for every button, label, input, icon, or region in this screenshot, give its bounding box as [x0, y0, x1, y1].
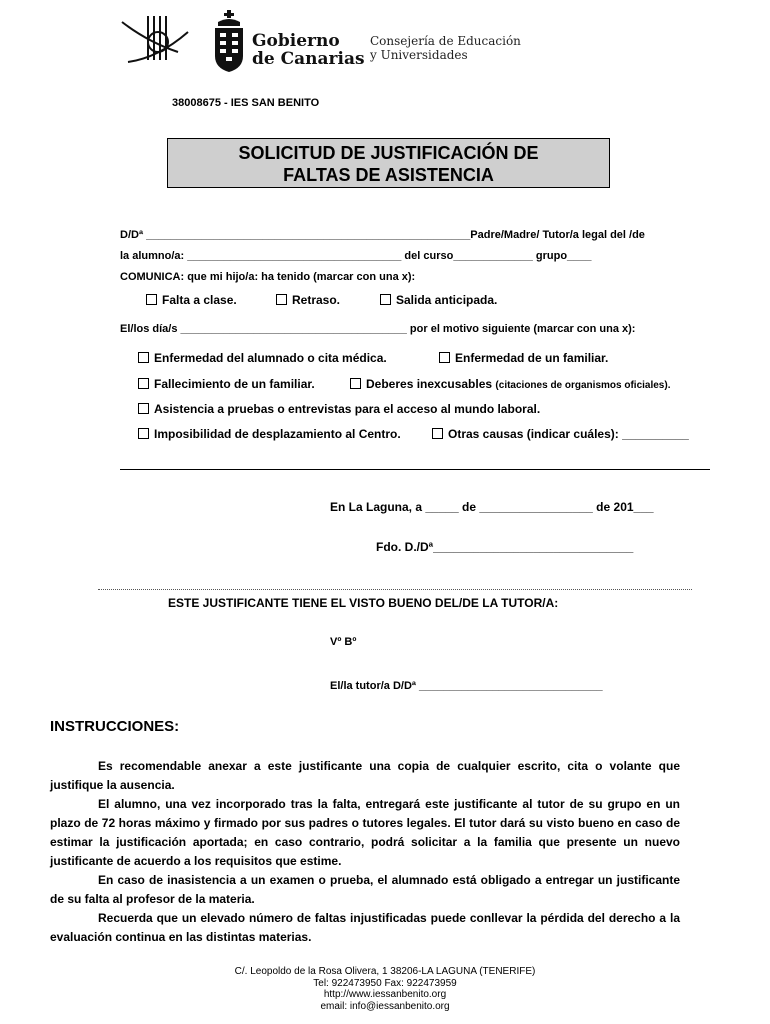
gobierno-canarias-shield-icon — [212, 10, 246, 72]
reason-label: Otras causas (indicar cuáles): __________ — [448, 427, 689, 441]
place-date-line[interactable]: En La Laguna, a _____ de _________________ de 201___ — [330, 500, 654, 514]
reason-label: Fallecimiento de un familiar. — [154, 377, 315, 391]
reason-label: Enfermedad del alumnado o cita médica. — [154, 351, 387, 365]
reason-asistencia-pruebas[interactable] — [138, 402, 540, 416]
instruction-paragraph-1 — [50, 757, 680, 795]
form-title — [167, 138, 610, 188]
option-falta-clase[interactable] — [146, 293, 237, 307]
reason-note: (citaciones de organismos oficiales). — [495, 380, 671, 391]
checkbox[interactable] — [138, 428, 149, 439]
footer-email-link[interactable]: email: info@iessanbenito.org — [320, 1000, 450, 1012]
reason-label: Asistencia a pruebas o entrevistas para el acceso al mundo laboral. — [154, 402, 541, 416]
checkbox[interactable] — [439, 352, 450, 363]
gov-name — [252, 32, 365, 68]
reason-imposibilidad[interactable] — [138, 427, 401, 441]
checkbox[interactable] — [350, 378, 361, 389]
instruction-paragraph-3 — [50, 871, 680, 909]
instruction-paragraph-4 — [50, 909, 680, 947]
instruction-text: En caso de inasistencia a un examen o prueba, el alumnado está obligado a entregar un justificante de su falta al profesor de la materia. — [50, 873, 680, 906]
school-code: 38008675 - IES SAN BENITO — [172, 97, 320, 109]
option-salida-anticipada[interactable] — [380, 293, 497, 307]
checkbox[interactable] — [146, 294, 157, 305]
checkbox[interactable] — [380, 294, 391, 305]
gov-name-line2: de Canarias — [252, 49, 365, 69]
reason-fallecimiento[interactable] — [138, 377, 315, 391]
instructions-title: INSTRUCCIONES: — [50, 718, 180, 735]
reason-enfermedad-alumnado[interactable] — [138, 351, 387, 365]
checkbox[interactable] — [138, 378, 149, 389]
footer-phone: Tel: 922473950 Fax: 922473959 — [313, 977, 457, 989]
reason-label: Deberes inexcusables — [366, 377, 493, 391]
parent-signature-line[interactable]: Fdo. D./Dª______________________________ — [376, 540, 634, 554]
instruction-text: Recuerda que un elevado número de faltas injustificadas puede conllevar la pérdida del derecho a la evaluación continua en las distintas materias. — [50, 911, 680, 944]
instruction-text: Es recomendable anexar a este justificante una copia de cualquier escrito, cita o volante que justifique la ausencia. — [50, 759, 680, 792]
parent-name-line[interactable]: D/Dª _____________________________________________________Padre/Madre/ Tutor/a legal del /de — [120, 229, 645, 241]
footer-address: C/. Leopoldo de la Rosa Olivera, 1 38206-LA LAGUNA (TENERIFE) — [234, 966, 536, 977]
comunica-line: COMUNICA: que mi hijo/a: ha tenido (marcar con una x): — [120, 271, 416, 283]
instruction-paragraph-2 — [50, 795, 680, 871]
reason-otras-causas[interactable] — [432, 427, 689, 441]
footer — [0, 966, 770, 1012]
reason-label: Enfermedad de un familiar. — [455, 351, 609, 365]
instruction-text: El alumno, una vez incorporado tras la falta, entregará este justificante al tutor de su grupo en un plazo de 72 horas máximo y firmado por sus padres o tutores legales. El tutor dará su visto bueno en caso de estimar la justificación aportada; en caso contrario, podrá solicitar a la familia que presente un nuevo justificante de acuerdo a los requisitos que estime. — [50, 797, 680, 868]
title-line1: SOLICITUD DE JUSTIFICACIÓN DE — [238, 143, 539, 163]
reason-label: Imposibilidad de desplazamiento al Centro. — [154, 427, 401, 441]
free-text-line[interactable] — [120, 469, 710, 470]
option-label: Salida anticipada. — [396, 293, 498, 307]
checkbox[interactable] — [276, 294, 287, 305]
tutor-heading: ESTE JUSTIFICANTE TIENE EL VISTO BUENO DEL/DE LA TUTOR/A: — [168, 596, 559, 610]
dept-line2: y Universidades — [370, 48, 468, 62]
title-line2: FALTAS DE ASISTENCIA — [283, 165, 494, 185]
tutor-signature-line[interactable]: El/la tutor/a D/Dª ______________________________ — [330, 680, 603, 692]
visto-bueno-label: Vº Bº — [330, 636, 357, 648]
checkbox[interactable] — [138, 403, 149, 414]
gov-name-line1: Gobierno — [252, 31, 340, 51]
student-course-line[interactable]: la alumno/a: ___________________________________ del curso_____________ grupo____ — [120, 250, 592, 262]
option-label: Falta a clase. — [162, 293, 237, 307]
school-logo — [118, 12, 196, 72]
cut-line — [98, 589, 692, 590]
option-retraso[interactable] — [276, 293, 340, 307]
checkbox[interactable] — [138, 352, 149, 363]
dates-line[interactable]: El/los día/s _____________________________________ por el motivo siguiente (marcar con una x): — [120, 323, 636, 335]
department-name — [370, 34, 521, 62]
checkbox[interactable] — [432, 428, 443, 439]
reason-enfermedad-familiar[interactable] — [439, 351, 608, 365]
footer-web-link[interactable]: http://www.iessanbenito.org — [323, 989, 447, 1000]
option-label: Retraso. — [292, 293, 341, 307]
dept-line1: Consejería de Educación — [370, 34, 521, 48]
reason-deberes-inexcusables[interactable] — [350, 377, 670, 391]
